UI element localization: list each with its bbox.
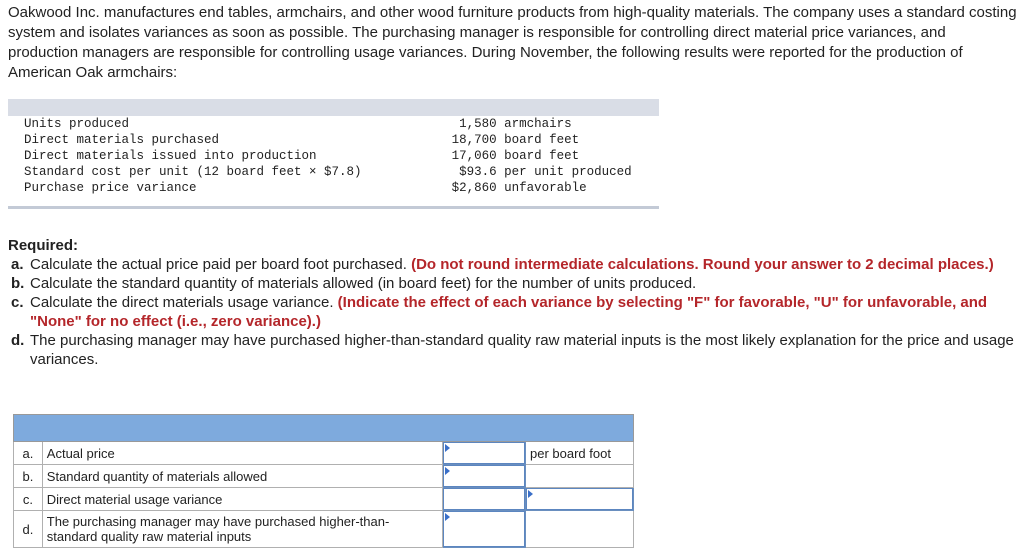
data-label: Direct materials purchased: [24, 133, 220, 147]
data-value: 1,580 armchairs: [444, 117, 572, 131]
given-data-table: [8, 99, 659, 209]
data-value: 18,700 board feet: [444, 133, 580, 147]
dropdown-marker-icon: [528, 490, 533, 498]
input-marker-icon: [445, 467, 450, 475]
data-row: [8, 164, 659, 180]
data-label: Standard cost per unit (12 board feet × $7.8): [24, 165, 362, 179]
list-item: b. Calculate the standard quantity of materials allowed (in board feet) for the number of units produced.: [11, 275, 697, 292]
data-value: 17,060 board feet: [444, 149, 580, 163]
data-value: $2,860 unfavorable: [444, 181, 587, 195]
row-letter: d.: [14, 511, 43, 548]
row-description: The purchasing manager may have purchased higher-than-standard quality raw material inputs: [42, 511, 442, 548]
answer-table: [13, 414, 634, 548]
data-label: Units produced: [24, 117, 130, 131]
row-letter: b.: [14, 465, 43, 488]
row-unit: [526, 511, 634, 548]
list-item: c. Calculate the direct materials usage variance. (Indicate the effect of each variance by selecting "F" for favorable, "U" for unfavorable, and "None" for no effect (i.e., zero variance).): [11, 294, 988, 330]
table-row: [14, 511, 634, 548]
explanation-select[interactable]: [442, 511, 525, 548]
data-row: [8, 132, 659, 148]
table-row: [14, 465, 634, 488]
problem-intro: Oakwood Inc. manufactures end tables, armchairs, and other wood furniture products from high-quality materials. The company uses a standard costing system and isolates variances as soon as possible. The purchasing manager is responsible for controlling direct material price variances, and production managers are responsible for controlling usage variances. During November, the following results were reported for the production of American Oak armchairs:: [8, 4, 1017, 81]
usage-variance-input[interactable]: [442, 488, 525, 511]
required-heading: Required:: [8, 237, 79, 254]
table-row: [14, 442, 634, 465]
row-description: Direct material usage variance: [42, 488, 442, 511]
data-value: $93.6 per unit produced: [444, 165, 632, 179]
row-description: Actual price: [42, 442, 442, 465]
required-list: [8, 255, 1020, 369]
row-letter: c.: [14, 488, 43, 511]
row-letter: a.: [14, 442, 43, 465]
row-unit: per board foot: [526, 442, 634, 465]
data-row: [8, 116, 659, 132]
standard-quantity-input[interactable]: [442, 465, 525, 488]
usage-variance-effect-select[interactable]: [526, 488, 634, 511]
list-item: d. The purchasing manager may have purchased higher-than-standard quality raw material inputs is the most likely explanation for the price and usage variances.: [11, 332, 1014, 368]
data-label: Purchase price variance: [24, 181, 197, 195]
data-label: Direct materials issued into production: [24, 149, 317, 163]
actual-price-input[interactable]: [442, 442, 525, 465]
answer-table-header: [14, 415, 634, 442]
dropdown-marker-icon: [445, 513, 450, 521]
table-row: [14, 488, 634, 511]
row-unit: [526, 465, 634, 488]
input-marker-icon: [445, 444, 450, 452]
row-description: Standard quantity of materials allowed: [42, 465, 442, 488]
data-row: [8, 180, 659, 196]
list-item: a. Calculate the actual price paid per board foot purchased. (Do not round intermediate calculations. Round your answer to 2 decimal places.): [11, 256, 994, 273]
data-row: [8, 148, 659, 164]
